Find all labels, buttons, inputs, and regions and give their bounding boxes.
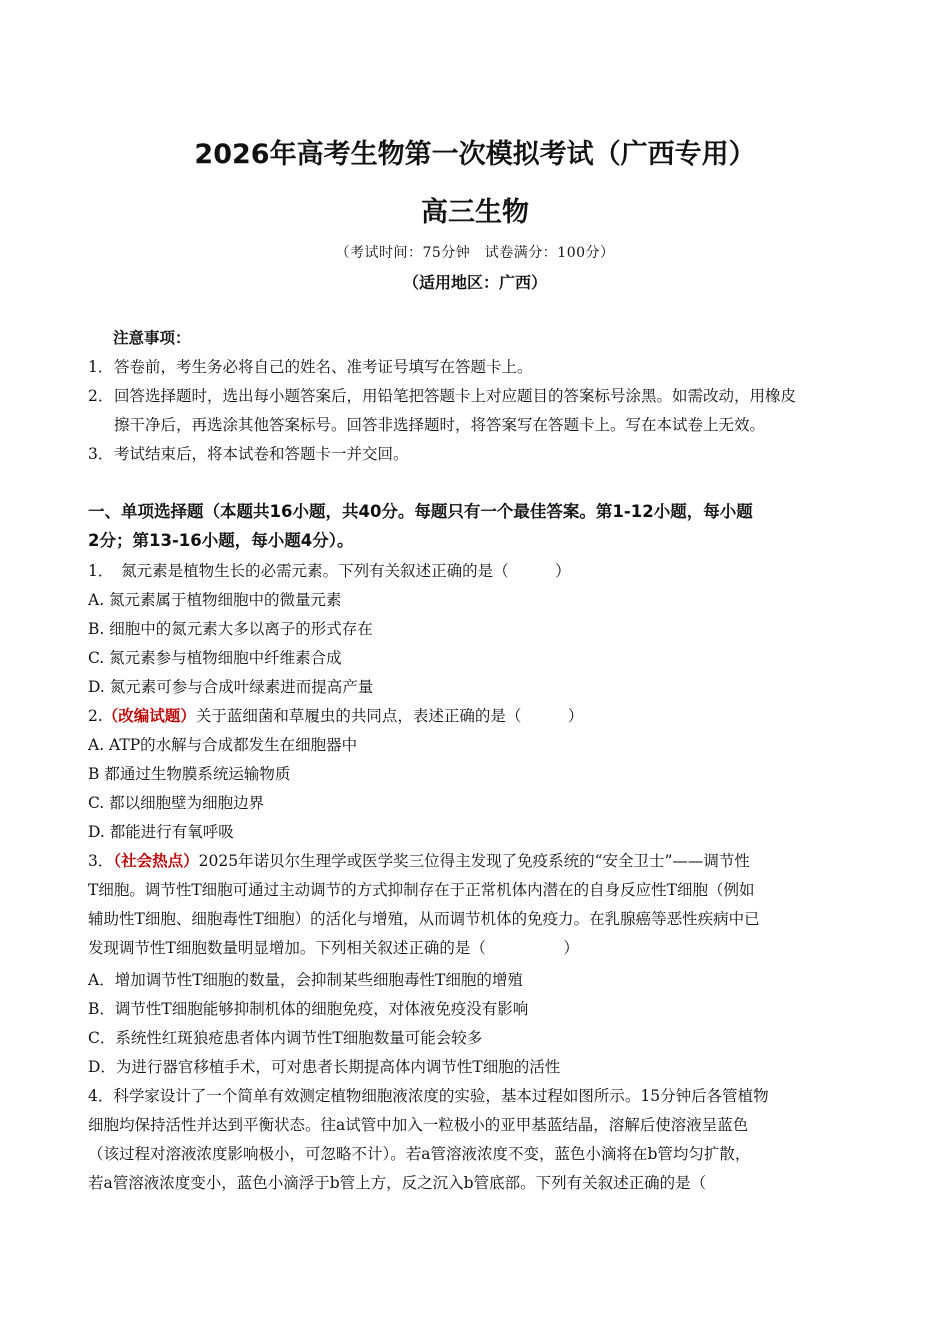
question-text: 关于蓝细菌和草履虫的共同点，表述正确的是（ ） [195,707,584,725]
question-4-stem-line: 细胞均保持活性并达到平衡状态。往a试管中加入一粒极小的亚甲基蓝结晶，溶解后使溶液呈蓝色 [88,1116,749,1134]
exam-subject: 高三生物 [421,197,529,228]
notice-item-text: 答卷前，考生务必将自己的姓名、准考证号填写在答题卡上。 [114,358,533,376]
question-4-stem-line: 若a管溶液浓度变小，蓝色小滴浮于b管上方，反之沉入b管底部。下列有关叙述正确的是（ [88,1174,707,1192]
question-4-stem-line: （该过程对溶液浓度影响极小，可忽略不计）。若a管溶液浓度不变，蓝色小滴将在b管均匀扩散， [88,1145,751,1163]
notice-heading: 注意事项： [113,329,191,347]
question-3-option-d: D．为进行器官移植手术，可对患者长期提高体内调节性T细胞的活性 [88,1058,561,1076]
question-2-option-b: B 都通过生物膜系统运输物质 [88,765,291,783]
section-heading: 一、单项选择题（本题共16小题，共40分。每题只有一个最佳答案。第1-12小题，每小题 [88,502,753,521]
question-3-stem-line: 发现调节性T细胞数量明显增加。下列相关叙述正确的是（ ） [88,939,579,957]
question-number: 3． [88,852,114,870]
notice-item-number: 3． [88,445,114,463]
question-1-option-a: A. 氮元素属于植物细胞中的微量元素 [88,591,342,609]
question-number: 2. [88,707,103,725]
question-tag: （改编试题） [102,707,196,725]
notice-item [88,357,878,377]
question-1-option-c: C. 氮元素参与植物细胞中纤维素合成 [88,649,342,667]
exam-title: 2026年高考生物第一次模拟考试（广西专用） [194,139,756,170]
notice-item-number: 2． [88,387,114,405]
question-number: 4． [88,1087,114,1105]
question-text: 氮元素是植物生长的必需元素。下列有关叙述正确的是（ ） [105,562,571,580]
question-number: 1． [88,562,106,580]
question-1-option-b: B. 细胞中的氮元素大多以离子的形式存在 [88,620,373,638]
question-3-option-c: C．系统性红斑狼疮患者体内调节性T细胞数量可能会较多 [88,1029,483,1047]
question-2-option-c: C. 都以细胞壁为细胞边界 [88,794,265,812]
section-heading-continued: 2分；第13-16小题，每小题4分）。 [88,531,354,550]
notice-item [88,444,878,464]
question-2-option-a: A. ATP的水解与合成都发生在细胞器中 [88,736,358,754]
question-3-option-a: A．增加调节性T细胞的数量，会抑制某些细胞毒性T细胞的增殖 [88,971,523,989]
question-3-stem-line: T细胞。调节性T细胞可通过主动调节的方式抑制存在于正常机体内潜在的自身反应性T细胞（例如 [88,881,755,899]
exam-info: （考试时间：75分钟 试卷满分：100分） [335,245,615,261]
question-3-stem-line: 辅助性T细胞、细胞毒性T细胞）的活化与增殖，从而调节机体的免疫力。在乳腺癌等恶性疾病中已 [88,910,760,928]
question-tag: （社会热点） [113,852,199,870]
question-3-stem [88,851,878,871]
question-2-stem [88,706,878,726]
notice-item-text: 考试结束后，将本试卷和答题卡一并交回。 [114,445,409,463]
notice-item [88,386,878,406]
question-text: 2025年诺贝尔生理学或医学奖三位得主发现了免疫系统的“安全卫士”——调节性 [198,852,750,870]
question-text: 科学家设计了一个简单有效测定植物细胞液浓度的实验，基本过程如图所示。15分钟后各管植物 [113,1087,769,1105]
notice-item-continued: 擦干净后，再选涂其他答案标号。回答非选择题时，将答案写在答题卡上。写在本试卷上无效。 [114,416,766,434]
notice-item-number: 1． [88,358,114,376]
question-2-option-d: D. 都能进行有氧呼吸 [88,823,234,841]
question-4-stem [88,1086,878,1106]
notice-item-text: 回答选择题时，选出每小题答案后，用铅笔把答题卡上对应题目的答案标号涂黑。如需改动，用橡皮 [114,387,797,405]
exam-region: （适用地区：广西） [402,273,547,292]
question-1-option-d: D. 氮元素可参与合成叶绿素进而提高产量 [88,678,374,696]
question-3-option-b: B．调节性T细胞能够抑制机体的细胞免疫，对体液免疫没有影响 [88,1000,529,1018]
question-1-stem [88,561,878,581]
